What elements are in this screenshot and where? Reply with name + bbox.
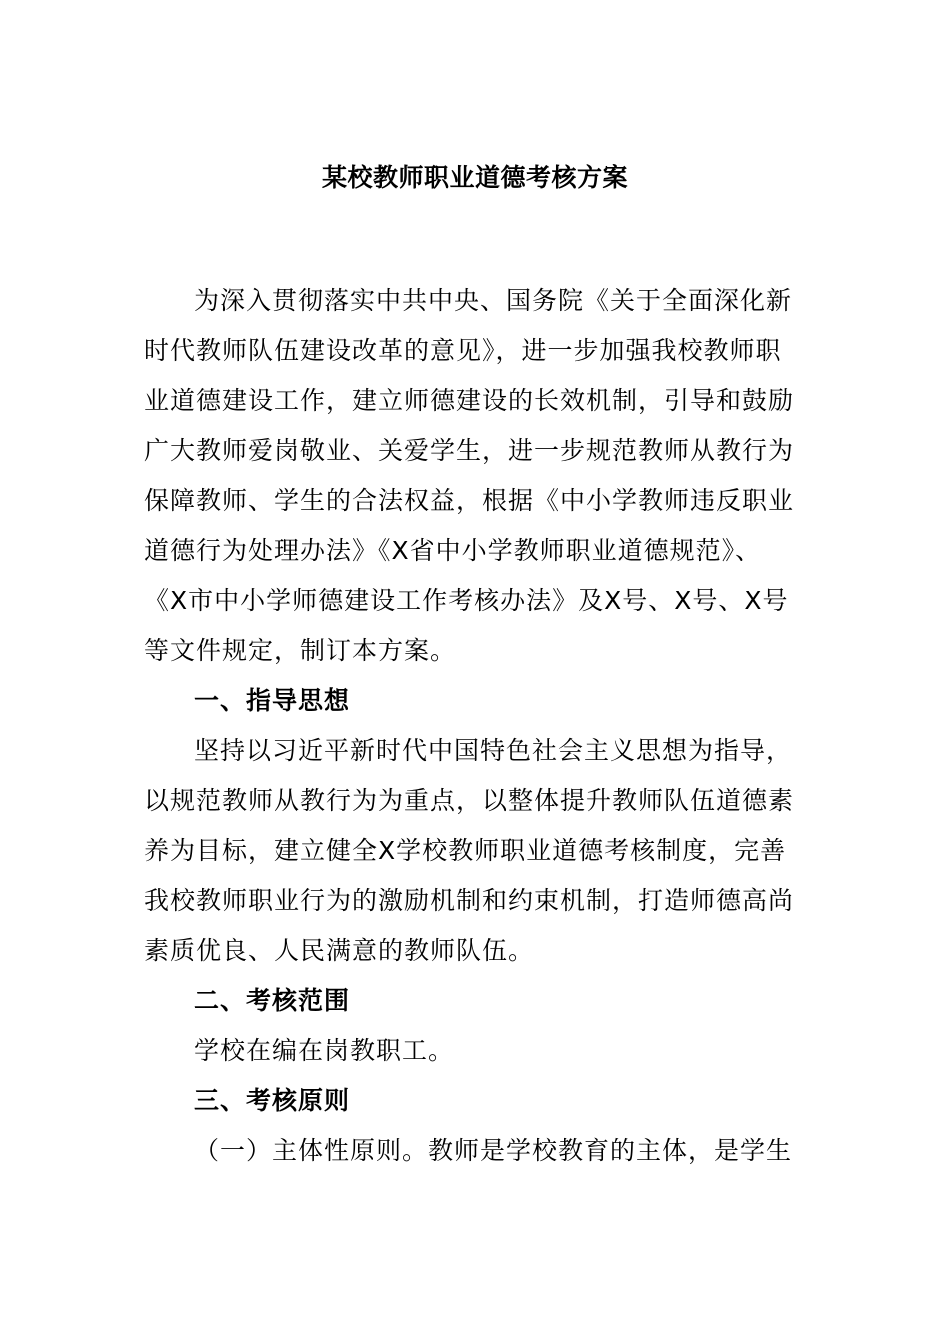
section-heading: 三、考核原则 <box>194 1086 351 1115</box>
paragraph-line: 保障教师、学生的合法权益，根据《中小学教师违反职业 <box>144 486 795 515</box>
document-body <box>144 276 806 1176</box>
paragraph-line: 为深入贯彻落实中共中央、国务院《关于全面深化新 <box>194 286 793 315</box>
paragraph-line: 坚持以习近平新时代中国特色社会主义思想为指导， <box>194 736 793 765</box>
document-title: 某校教师职业道德考核方案 <box>321 163 628 192</box>
paragraph-line: 我校教师职业行为的激励机制和约束机制，打造师德高尚 <box>144 886 795 915</box>
paragraph-line: 业道德建设工作，建立师德建设的长效机制，引导和鼓励 <box>144 386 795 415</box>
paragraph-line: 学校在编在岗教职工。 <box>194 1036 455 1065</box>
paragraph-line: 以规范教师从教行为为重点，以整体提升教师队伍道德素 <box>144 786 795 815</box>
paragraph-line: 《X市中小学师德建设工作考核办法》及X号、X号、X号 <box>144 586 789 615</box>
paragraph-line: 道德行为处理办法》《X省中小学教师职业道德规范》、 <box>144 536 762 565</box>
paragraph-line: 等文件规定，制订本方案。 <box>144 636 457 665</box>
paragraph-line: 时代教师队伍建设改革的意见》，进一步加强我校教师职 <box>144 336 782 365</box>
paragraph-line: （一）主体性原则。教师是学校教育的主体，是学生 <box>194 1136 793 1165</box>
paragraph-line: 养为目标，建立健全X学校教师职业道德考核制度，完善 <box>144 836 787 865</box>
paragraph-line: 素质优良、人民满意的教师队伍。 <box>144 936 535 965</box>
paragraph-line: 广大教师爱岗敬业、关爱学生，进一步规范教师从教行为 <box>144 436 795 465</box>
section-heading: 二、考核范围 <box>194 986 351 1015</box>
section-heading: 一、指导思想 <box>194 686 351 715</box>
